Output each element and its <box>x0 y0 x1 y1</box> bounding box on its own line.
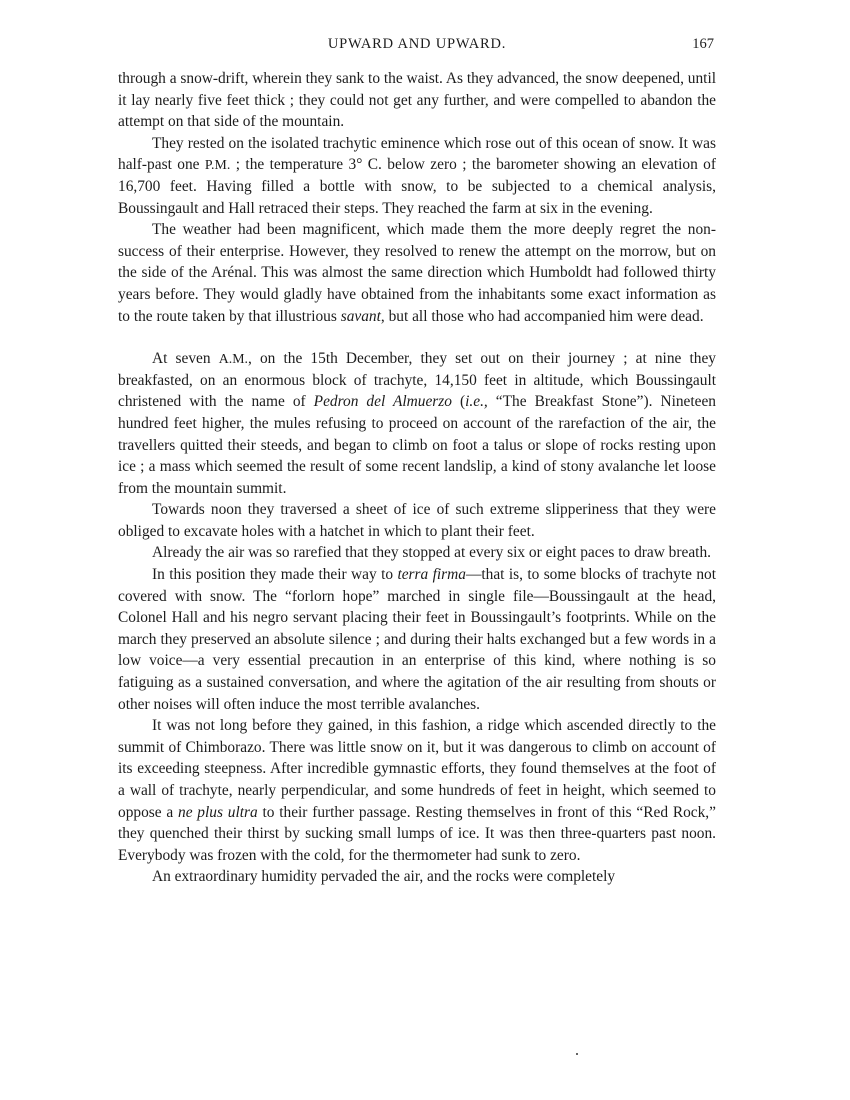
paragraph: An extraordinary humidity pervaded the air, and the rocks were completely <box>152 868 616 886</box>
paragraph: They rested on the isolated trachytic eminence which rose out of this ocean of snow. It was half-past one P.M. ; the temperature 3° C. below zero ; the barometer showing an elevation of 16,700 feet. Having filled a bottle with snow, to be subjected to a chemical analysis, Boussingault and Hall retraced their steps. They reached the farm at six in the evening. <box>118 134 717 217</box>
page-header <box>118 36 716 56</box>
paragraph: The weather had been magnificent, which made them the more deeply regret the non-success of their enterprise. However, they resolved to renew the attempt on the morrow, but on the side of the Arénal. This was almost the same direction which Humboldt had followed thirty years before. They would gladly have obtained from the inhabitants some exact information as to the route taken by that illustrious savant, but all those who had accompanied him were dead. <box>118 221 716 325</box>
running-title: UPWARD AND UPWARD. <box>327 36 507 52</box>
body-text <box>118 68 716 888</box>
paragraph: In this position they made their way to terra firma—that is, to some blocks of trachyte not covered with snow. The “forlorn hope” marched in single file—Boussingault at the head, Colonel Hall and his negro servant placing their feet in Boussingault’s footprints. While on the march they preserved an absolute silence ; and during their halts exchanged but a few words in a low voice—a very essential precaution in an enterprise of this kind, where nothing is so fatiguing as a sustained conversation, and where the agitation of the air resulting from shouts or other noises will often induce the most terrible avalanches. <box>118 566 716 713</box>
paragraph: Towards noon they traversed a sheet of ice of such extreme slipperiness that they were obliged to excavate holes with a hatchet in which to plant their feet. <box>118 501 716 540</box>
print-speck <box>576 1053 578 1055</box>
paragraph: Already the air was so rarefied that they stopped at every six or eight paces to draw breath. <box>152 544 711 562</box>
page-number: 167 <box>692 36 714 52</box>
paragraph: It was not long before they gained, in this fashion, a ridge which ascended directly to the summit of Chimborazo. There was little snow on it, but it was dangerous to climb on account of its exceeding steepness. After incredible gymnastic efforts, they found themselves at the foot of a wall of trachyte, nearly perpendicular, and some hundreds of feet in height, which seemed to oppose a ne plus ultra to their further passage. Resting themselves in front of this “Red Rock,” they quenched their thirst by sucking small lumps of ice. It was then three-quarters past noon. Everybody was frozen with the cold, for the thermometer had sunk to zero. <box>118 717 716 864</box>
paragraph: through a snow-drift, wherein they sank to the waist. As they advanced, the snow deepened, until it lay nearly five feet thick ; they could not get any further, and were compelled to abandon the attempt on that side of the mountain. <box>118 70 716 131</box>
paragraph: At seven A.M., on the 15th December, they set out on their journey ; at nine they breakfasted, on an enormous block of trachyte, 14,150 feet in altitude, which Boussingault christened with the name of Pedron del Almuerzo (i.e., “The Breakfast Stone”). Nineteen hundred feet higher, the mules refusing to proceed on account of the rarefaction of the air, the travellers quitted their steeds, and began to climb on foot a talus or slope of rocks resting upon ice ; a mass which seemed the result of some recent landslip, a kind of stony avalanche let loose from the mountain summit. <box>118 350 716 497</box>
